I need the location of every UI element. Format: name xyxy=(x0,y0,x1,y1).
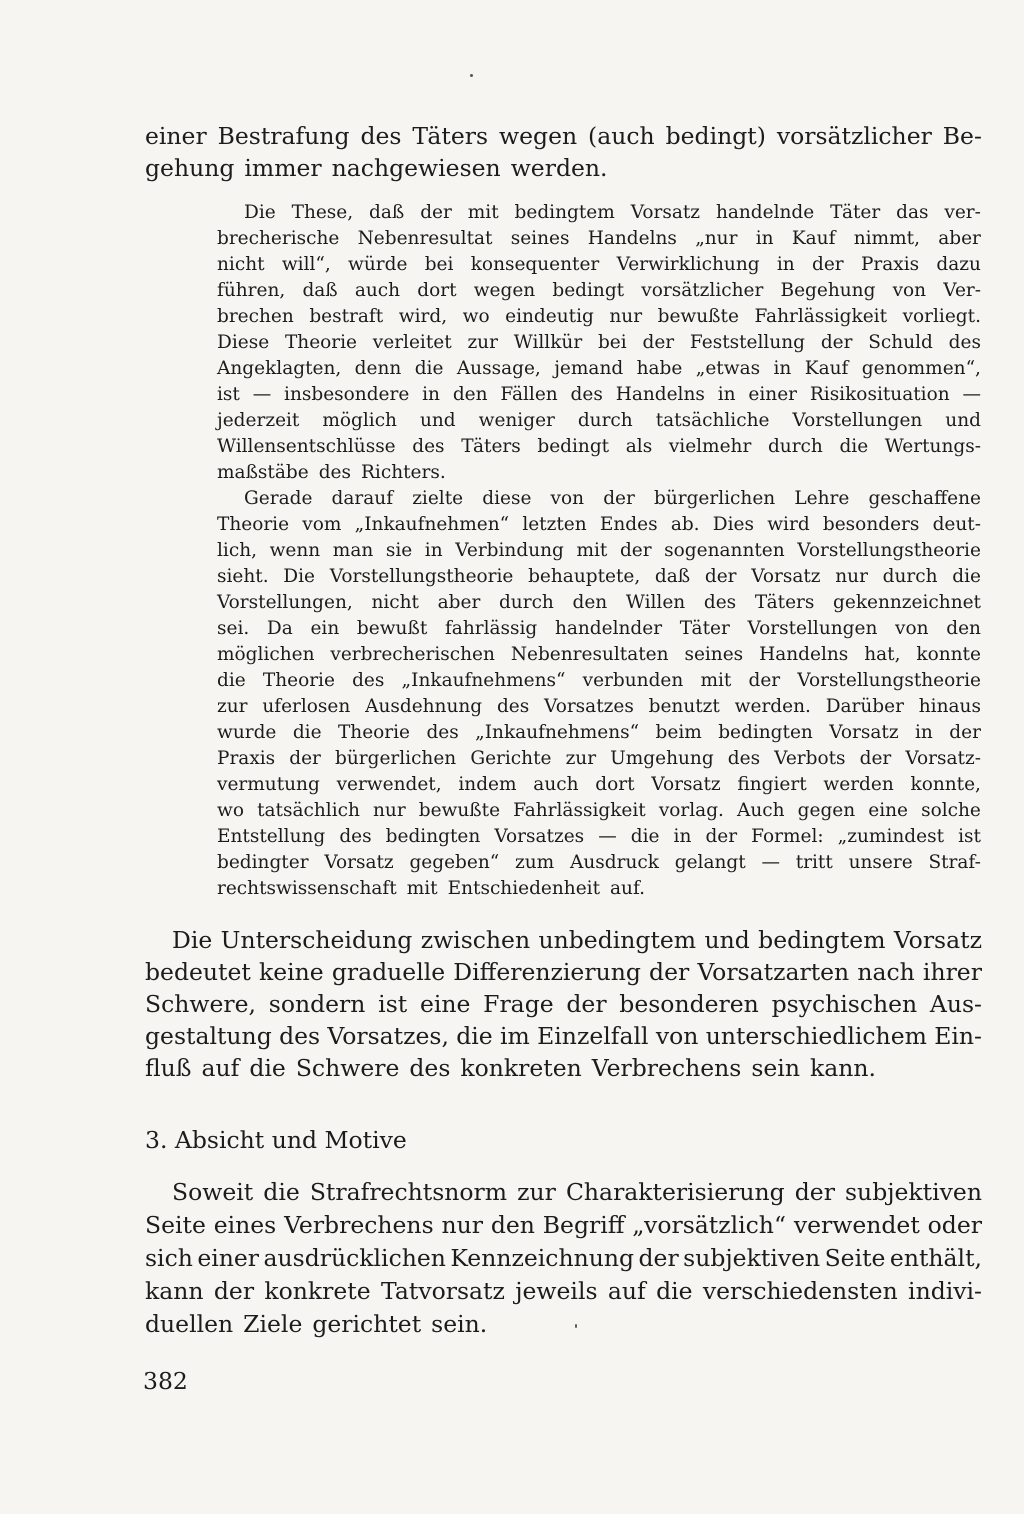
text-line: kann der konkrete Tatvorsatz jeweils auf die verschiedensten indivi- xyxy=(145,1277,982,1305)
text-line: gehung immer nachgewiesen werden. xyxy=(145,154,608,182)
text-line: Die Unterscheidung zwischen unbedingtem und bedingtem Vorsatz xyxy=(172,926,982,954)
text-line: Willensentschlüsse des Täters bedingt als vielmehr durch die Wertungs- xyxy=(217,436,981,457)
text-line: Theorie vom „Inkaufnehmen“ letzten Endes ab. Dies wird besonders deut- xyxy=(217,514,981,535)
text-line: Die These, daß der mit bedingtem Vorsatz handelnde Täter das ver- xyxy=(244,202,981,223)
text-line: Gerade darauf zielte diese von der bürgerlichen Lehre geschaffene xyxy=(244,488,981,509)
text-line: Angeklagten, denn die Aussage, jemand habe „etwas in Kauf genommen“, xyxy=(217,358,981,379)
text-line: brecherische Nebenresultat seines Handelns „nur in Kauf nimmt, aber xyxy=(217,228,981,249)
text-line: Seite eines Verbrechens nur den Begriff „vorsätzlich“ verwendet oder xyxy=(145,1211,982,1239)
page-number: 382 xyxy=(143,1367,188,1395)
text-line: Entstellung des bedingten Vorsatzes — die in der Formel: „zumindest ist xyxy=(217,826,981,847)
text-line: Schwere, sondern ist eine Frage der besonderen psychischen Aus- xyxy=(145,990,982,1018)
text-line: sei. Da ein bewußt fahrlässig handelnder Täter Vorstellungen von den xyxy=(217,618,981,639)
text-line: Vorstellungen, nicht aber durch den Willen des Täters gekennzeichnet xyxy=(217,592,981,613)
text-line: lich, wenn man sie in Verbindung mit der sogenannten Vorstellungstheorie xyxy=(217,540,981,561)
text-line: einer Bestrafung des Täters wegen (auch bedingt) vorsätzlicher Be- xyxy=(145,122,982,150)
text-line: maßstäbe des Richters. xyxy=(217,462,446,483)
text-line: Praxis der bürgerlichen Gerichte zur Umgehung des Verbots der Vorsatz- xyxy=(217,748,981,769)
text-line: vermutung verwendet, indem auch dort Vorsatz fingiert werden konnte, xyxy=(217,774,981,795)
text-line: zur uferlosen Ausdehnung des Vorsatzes benutzt werden. Darüber hinaus xyxy=(217,696,981,717)
text-line: wurde die Theorie des „Inkaufnehmens“ beim bedingten Vorsatz in der xyxy=(217,722,981,743)
text-line: bedeutet keine graduelle Differenzierung der Vorsatzarten nach ihrer xyxy=(145,958,982,986)
scan-speck xyxy=(470,74,473,77)
text-line: die Theorie des „Inkaufnehmens“ verbunden mit der Vorstellungstheorie xyxy=(217,670,981,691)
text-line: gestaltung des Vorsatzes, die im Einzelfall von unterschiedlichem Ein- xyxy=(145,1022,982,1050)
text-line: sieht. Die Vorstellungstheorie behauptete, daß der Vorsatz nur durch die xyxy=(217,566,981,587)
section-heading: 3. Absicht und Motive xyxy=(145,1126,407,1154)
text-line: Soweit die Strafrechtsnorm zur Charakterisierung der subjektiven xyxy=(172,1178,982,1206)
text-line: möglichen verbrecherischen Nebenresultaten seines Handelns hat, konnte xyxy=(217,644,981,665)
text-line: sich einer ausdrücklichen Kennzeichnung der subjektiven Seite enthält, xyxy=(145,1244,982,1272)
text-line: nicht will“, würde bei konsequenter Verwirklichung in der Praxis dazu xyxy=(217,254,981,275)
text-line: jederzeit möglich und weniger durch tatsächliche Vorstellungen und xyxy=(217,410,981,431)
text-line: wo tatsächlich nur bewußte Fahrlässigkeit vorlag. Auch gegen eine solche xyxy=(217,800,981,821)
scan-speck xyxy=(575,1324,577,1328)
text-line: Diese Theorie verleitet zur Willkür bei der Feststellung der Schuld des xyxy=(217,332,981,353)
text-line: führen, daß auch dort wegen bedingt vorsätzlicher Begehung von Ver- xyxy=(217,280,981,301)
text-line: ist — insbesondere in den Fällen des Handelns in einer Risikosituation — xyxy=(217,384,981,405)
text-line: duellen Ziele gerichtet sein. xyxy=(145,1310,488,1338)
text-line: fluß auf die Schwere des konkreten Verbrechens sein kann. xyxy=(145,1054,876,1082)
text-line: bedingter Vorsatz gegeben“ zum Ausdruck gelangt — tritt unsere Straf- xyxy=(217,852,981,873)
text-line: brechen bestraft wird, wo eindeutig nur bewußte Fahrlässigkeit vorliegt. xyxy=(217,306,981,327)
text-line: rechtswissenschaft mit Entschiedenheit auf. xyxy=(217,878,646,899)
